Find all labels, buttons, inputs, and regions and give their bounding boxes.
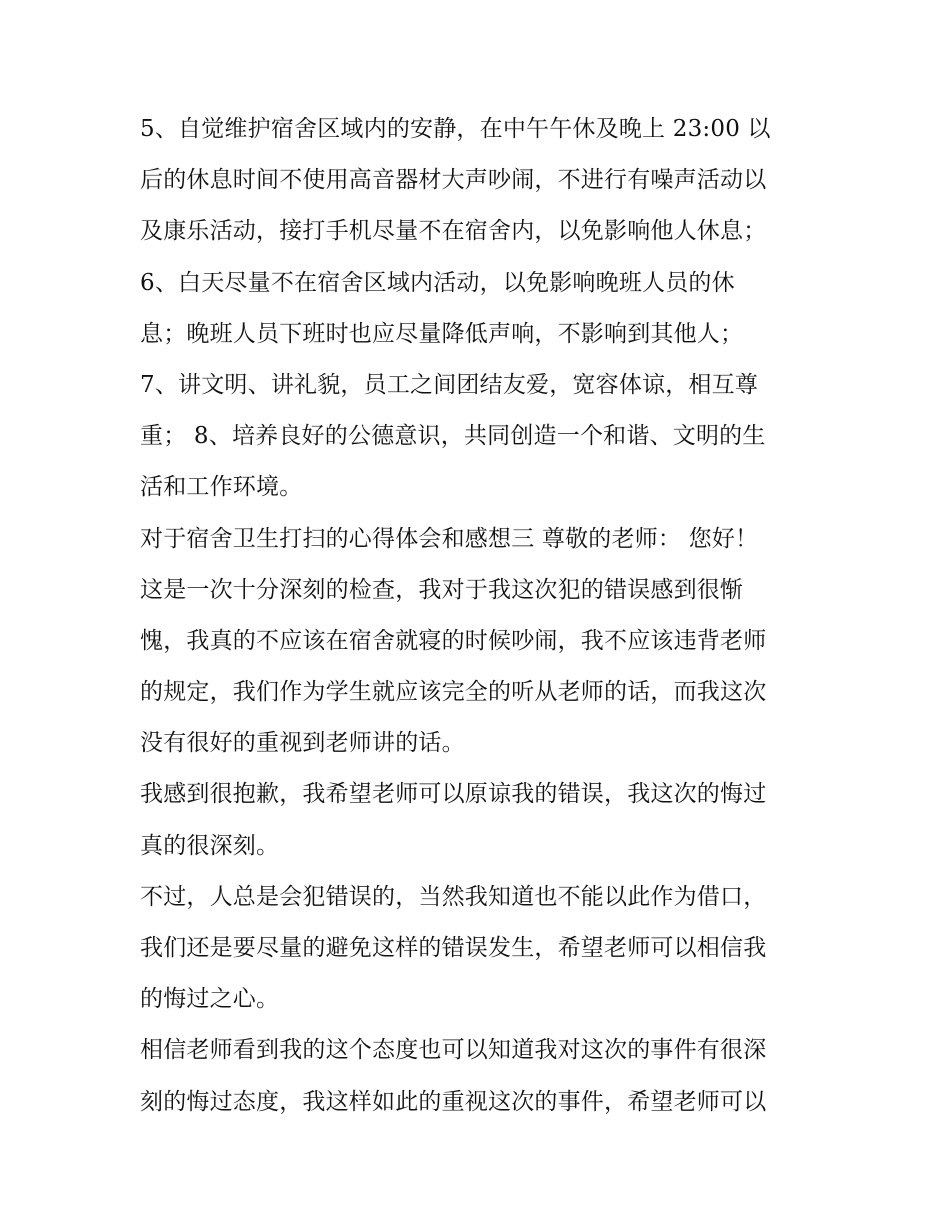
text-line: 愧，我真的不应该在宿舍就寝的时候吵闹，我不应该违背老师 — [140, 627, 767, 654]
text-line: 重； 8、培养良好的公德意识，共同创造一个和谐、文明的生 — [140, 423, 766, 450]
text-line: 不过，人总是会犯错误的，当然我知道也不能以此作为借口， — [140, 883, 767, 910]
text-line: 及康乐活动，接打手机尽量不在宿舍内，以免影响他人休息； — [140, 218, 767, 245]
text-line: 我感到很抱歉，我希望老师可以原谅我的错误，我这次的悔过 — [140, 781, 767, 808]
text-line: 真的很深刻。 — [140, 832, 280, 859]
text-line: 的规定，我们作为学生就应该完全的听从老师的话，而我这次 — [140, 679, 767, 706]
text-line: 没有很好的重视到老师讲的话。 — [140, 730, 465, 757]
text-line: 活和工作环境。 — [140, 474, 303, 501]
text-line: 对于宿舍卫生打扫的心得体会和感想三 尊敬的老师： 您好！ — [140, 525, 759, 552]
text-line: 后的休息时间不使用高音器材大声吵闹，不进行有噪声活动以 — [140, 167, 767, 194]
text-line: 这是一次十分深刻的检查，我对于我这次犯的错误感到很惭 — [140, 576, 744, 603]
document-body — [140, 104, 820, 1128]
text-line: 我们还是要尽量的避免这样的错误发生，希望老师可以相信我 — [140, 935, 767, 961]
text-line: 7、讲文明、讲礼貌，员工之间团结友爱，宽容体谅，相互尊 — [140, 371, 759, 398]
text-line: 6、白天尽量不在宿舍区域内活动，以免影响晚班人员的休 — [140, 269, 735, 296]
text-line: 息；晚班人员下班时也应尽量降低声响，不影响到其他人； — [140, 320, 744, 347]
text-line: 刻的悔过态度，我这样如此的重视这次的事件，希望老师可以 — [140, 1088, 767, 1115]
text-line: 的悔过之心。 — [140, 986, 280, 1013]
text-line: 5、自觉维护宿舍区域内的安静，在中午午休及晚上 23:00 以 — [140, 116, 771, 142]
text-line: 相信老师看到我的这个态度也可以知道我对这次的事件有很深 — [140, 1037, 767, 1064]
